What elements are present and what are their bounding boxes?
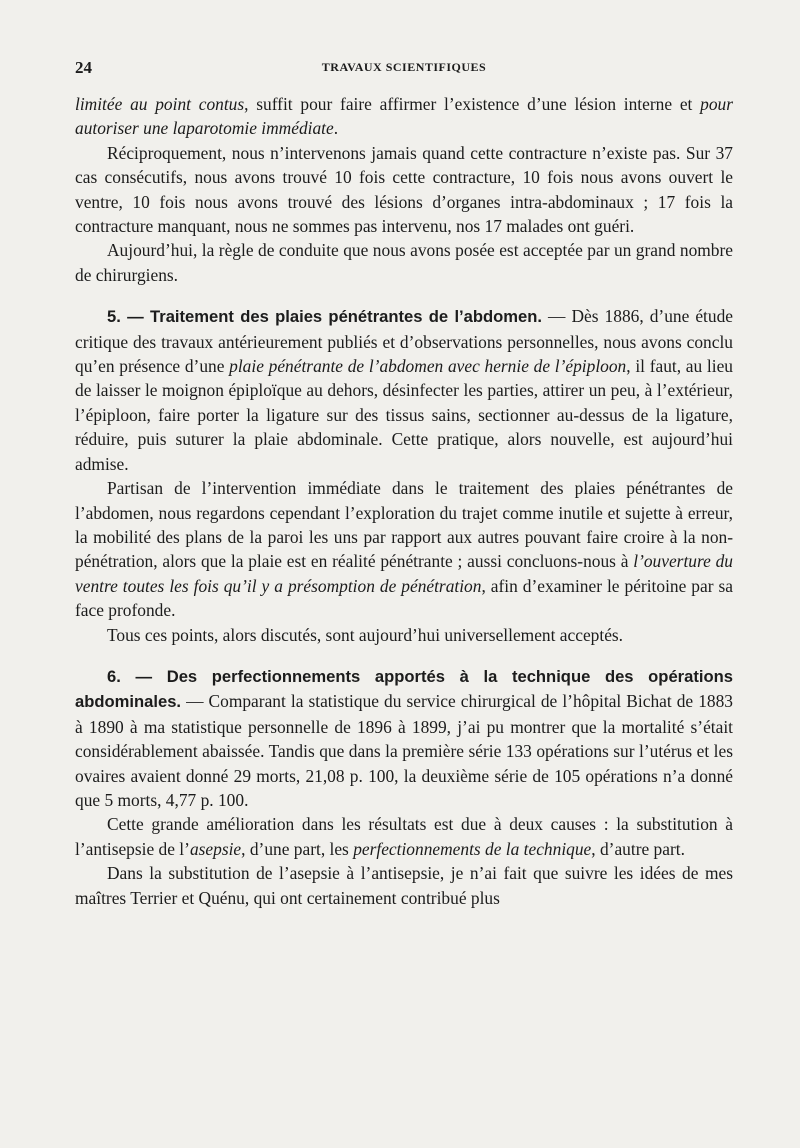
emphasis: plaie pénétrante de l’abdomen avec hernie de l’épiploon (229, 356, 627, 377)
emphasis: l’ouverture du ventre toutes les fois qu’il y a présomption de pénétration (75, 551, 734, 596)
text-run: Partisan de l’intervention immédiate dans le traitement des plaies pénétrantes de l’abdomen, nous regardons cependant l’exploration du trajet comme inutile et sujette à erreur, la mobilité des plans de la paroi les uns par rapport aux autres pouvant faire croire à la non-pénétration, alors que la plaie est en réalité pénétrante ; aussi concluons-nous à (75, 478, 733, 572)
emphasis: asepsie (189, 838, 242, 859)
paragraph-6: Tous ces points, alors discutés, sont aujourd’hui universellement acceptés. (107, 624, 624, 645)
section-6-paragraph (75, 664, 733, 812)
body-text (75, 92, 733, 910)
running-title: TRAVAUX SCIENTIFIQUES (321, 60, 487, 74)
emphasis: perfectionnements de la technique (353, 838, 592, 859)
paragraph-3: Aujourd’hui, la règle de conduite que nous avons posée est acceptée par un grand nombre de chirurgiens. (75, 240, 733, 285)
paragraph-2: Réciproquement, nous n’intervenons jamais quand cette contracture n’existe pas. Sur 37 cas consécutifs, nous avons trouvé 10 fois cette contracture, 10 fois nous avons ouvert le ventre, 10 fois nous avons trouvé des lésions d’organes intra-abdominaux ; 17 fois la contracture manquant, nous ne sommes pas intervenu, nos 17 malades ont guéri. (75, 142, 733, 237)
emphasis: pour autoriser une laparotomie immédiate (75, 94, 733, 139)
section-5-paragraph (75, 304, 733, 476)
page-header (75, 58, 733, 82)
page-number: 24 (75, 58, 92, 77)
text-run: . (333, 118, 339, 139)
text-run: — Dès 1886, d’une étude critique des travaux antérieurement publiés et d’observations personnelles, nous avons conclu qu’en présence d’une (75, 306, 733, 377)
text-run: , suffit pour faire affirmer l’existence d’une lésion interne et (244, 94, 701, 114)
text-run: , il faut, au lieu de laisser le moignon épiploïque au dehors, désinfecter les parties, attirer un peu, à l’extérieur, l’épiploon, faire porter la ligature sur des tissus sains, sectionner au-dessus de la ligature, réduire, puis suturer la plaie abdominale. Cette pratique, alors nouvelle, est aujourd’hui admise. (75, 356, 734, 474)
text-run: , afin d’examiner le péritoine par sa face profonde. (75, 575, 733, 621)
paragraph-9: Dans la substitution de l’asepsie à l’antisepsie, je n’ai fait que suivre les idées de mes maîtres Terrier et Quénu, qui ont certainement contribué plus (75, 863, 733, 908)
text-run: , d’une part, les (241, 838, 354, 859)
text-run: — Comparant la statistique du service chirurgical de l’hôpital Bichat de 1883 à 1890 à ma statistique personnelle de 1896 à 1899, j’ai pu montrer que la mortalité s’était considérablement abaissée. Tandis que dans la première série 133 opérations sur l’utérus et les ovaires avaient donné 29 morts, 21,08 p. 100, la deuxième série de 105 opérations n’a donné que 5 morts, 4,77 p. 100. (75, 691, 733, 810)
text-run: Cette grande amélioration dans les résultats est due à deux causes : la substitution à l’antisepsie de l’ (75, 814, 733, 859)
text-run: , d’autre part. (591, 838, 685, 859)
paragraph-1 (75, 92, 733, 141)
paragraph-8 (75, 812, 733, 861)
section-title-6: 6. — Des perfectionnements apportés à la technique des opérations abdominales. (75, 666, 733, 712)
emphasis: limitée au point contus (75, 94, 245, 114)
section-title-5: 5. — Traitement des plaies pénétrantes de l’abdomen. (107, 307, 543, 327)
paragraph-5 (75, 476, 733, 622)
